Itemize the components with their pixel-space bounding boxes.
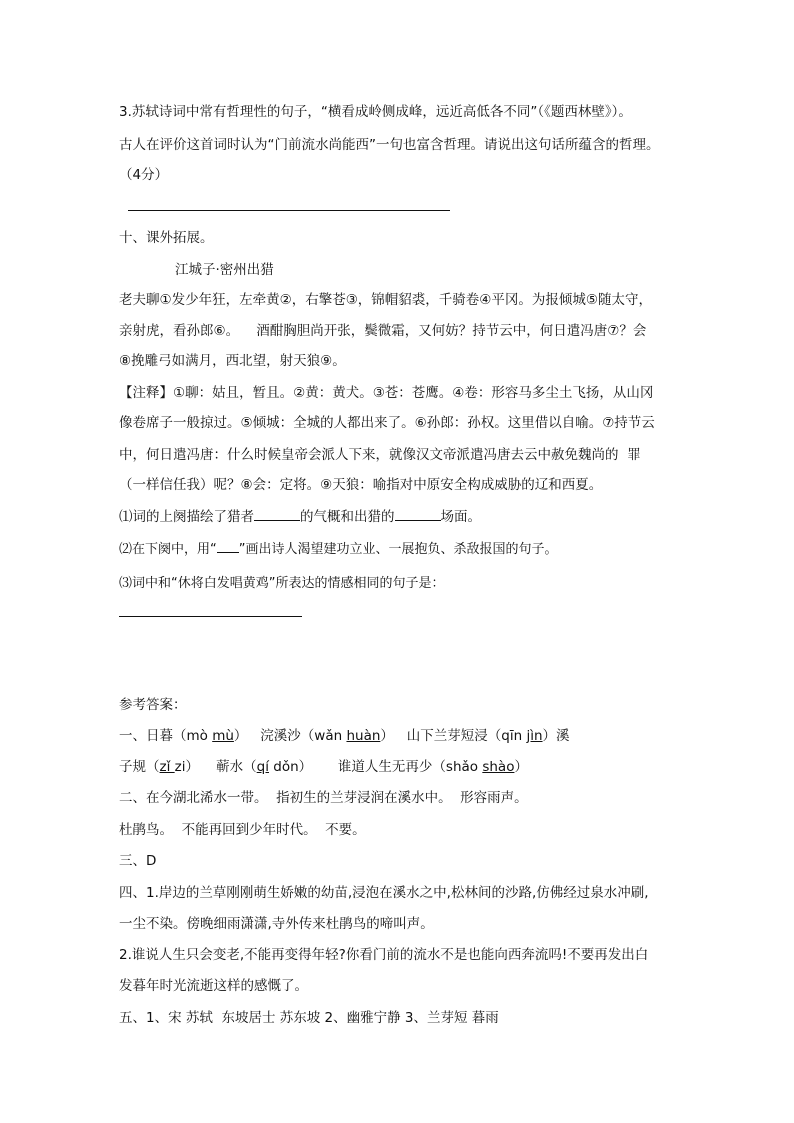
text: zi） 蕲水（	[174, 759, 257, 775]
poem-line: ⑧挽雕弓如满月，西北望，射天狼⑨。	[119, 353, 346, 369]
q3-score: （4分）	[119, 167, 169, 183]
underline-sample	[217, 540, 239, 553]
sub-question-3: ⑶词中和“休将白发唱黄鸡”所表达的情感相同的句子是：	[119, 576, 445, 591]
answer-1-line1	[119, 727, 570, 745]
text: 一、日暮（mò	[119, 728, 213, 744]
section-heading: 十、课外拓展。	[119, 230, 214, 246]
note-line: （一样信任我）呢？⑧会：定将。⑨天狼：喻指对中原安全构成威胁的辽和西夏。	[119, 477, 603, 493]
answer-line	[119, 616, 302, 617]
fill-blank	[395, 508, 441, 521]
underlined-pinyin: qí	[256, 759, 269, 775]
q1-text-b: 的气概和出猎的	[300, 509, 395, 525]
note-line: 【注释】①聊：姑且，暂且。②黄：黄犬。③苍：苍鹰。④卷：形容马多尘土飞扬，从山冈	[119, 385, 654, 401]
sub-question-1	[119, 508, 481, 526]
underlined-pinyin: zǐ	[159, 759, 175, 775]
q1-text-a: ⑴词的上阕描绘了猎者	[119, 509, 254, 525]
answer-2-line1: 二、在今湖北浠水一带。 指初生的兰芽浸润在溪水中。 形容雨声。	[119, 790, 528, 806]
underlined-pinyin: mù	[212, 728, 234, 744]
text: ） 山下兰芽短浸（qīn	[380, 728, 527, 744]
answer-4-line1: 四、1.岸边的兰草刚刚萌生娇嫩的幼苗,浸泡在溪水之中,松林间的沙路,仿佛经过泉水冲刷,	[119, 885, 649, 901]
underlined-pinyin: huàn	[346, 728, 381, 744]
q3-line1: 3.苏轼诗词中常有哲理性的句子，“横看成岭侧成峰，远近高低各不同”（《题西林壁》）。	[119, 104, 632, 120]
poem-title: 江城子·密州出猎	[175, 262, 274, 278]
note-line: 像卷席子一般掠过。⑤倾城：全城的人都出来了。⑥孙郎：孙权。这里借以自喻。⑦持节云	[119, 415, 655, 431]
answer-line	[128, 210, 450, 211]
answer-4-line3: 2.谁说人生只会变老,不能再变得年轻?你看门前的流水不是也能向西奔流吗!不要再发出白	[119, 947, 649, 963]
text: ）溪	[542, 728, 570, 744]
q1-text-c: 场面。	[440, 509, 481, 525]
text: 子规（	[119, 759, 160, 775]
poem-line: 亲射虎，看孙郎⑥。 酒酣胸胆尚开张，鬓微霜，又何妨？持节云中，何日遣冯唐⑦？会	[119, 323, 647, 339]
answer-3: 三、D	[119, 853, 157, 869]
answer-4-line2: 一尘不染。傍晚细雨潇潇,寺外传来杜鹃鸟的啼叫声。	[119, 916, 434, 932]
answers-heading: 参考答案：	[119, 697, 187, 713]
text: ） 浣溪沙（wǎn	[233, 728, 347, 744]
fill-blank	[254, 508, 300, 521]
q2-text-a: ⑵在下阕中，用“	[119, 542, 217, 557]
underlined-pinyin: jìn	[526, 728, 543, 744]
sub-question-2	[119, 540, 558, 559]
q2-text-b: ”画出诗人渴望建功立业、一展抱负、杀敌报国的句子。	[238, 542, 558, 557]
answer-4-line4: 发暮年时光流逝这样的感慨了。	[119, 978, 308, 994]
answer-1-line2	[119, 758, 528, 776]
note-line: 中，何日遣冯唐：什么时候皇帝会派人下来，就像汉文帝派遣冯唐去云中赦免魏尚的 罪	[119, 447, 641, 463]
underlined-pinyin: shào	[482, 759, 515, 775]
answer-5: 五、1、宋 苏轼 东坡居士 苏东坡 2、幽雅宁静 3、兰芽短 暮雨	[119, 1010, 499, 1026]
poem-line: 老夫聊①发少年狂，左牵黄②，右擎苍③，锦帽貂裘，千骑卷④平冈。为报倾城⑤随太守，	[119, 292, 653, 308]
text: ）	[514, 759, 528, 775]
q3-line2: 古人在评价这首词时认为“门前流水尚能西”一句也富含哲理。请说出这句话所蕴含的哲理。	[119, 137, 660, 153]
answer-2-line2: 杜鹃鸟。 不能再回到少年时代。 不要。	[119, 822, 366, 838]
text: dǒn） 谁道人生无再少（shǎo	[268, 759, 483, 775]
